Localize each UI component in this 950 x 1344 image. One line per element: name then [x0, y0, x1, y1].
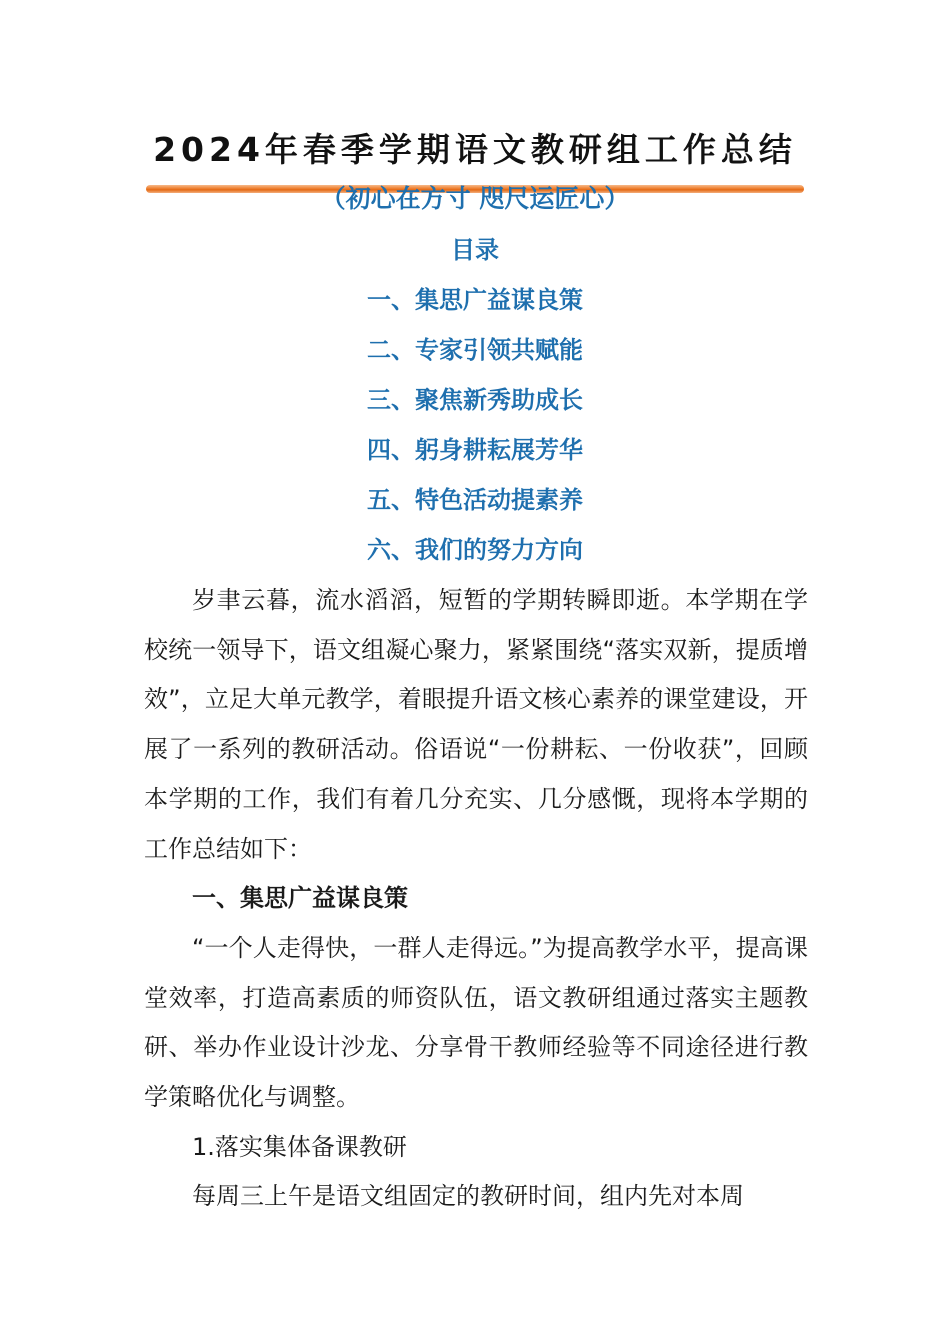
toc-item[interactable]: 四、躬身耕耘展芳华	[367, 436, 583, 464]
subsection-paragraph: 每周三上午是语文组固定的教研时间，组内先对本周	[192, 1182, 744, 1211]
intro-paragraph: 岁聿云暮，流水滔滔，短暂的学期转瞬即逝。本学期在学校统一领导下，语文组凝心聚力，紧紧围绕“落实双新，提质增效”，立足大单元教学，着眼提升语文核心素养的课堂建设，开展了一系列的教研活动。俗语说“一份耕耘、一份收获”，回顾本学期的工作，我们有着几分充实、几分感慨，现将本学期的工作总结如下：	[144, 586, 808, 863]
toc-heading: 目录	[451, 236, 499, 264]
toc-item[interactable]: 一、集思广益谋良策	[367, 286, 583, 314]
document-title: 2024年春季学期语文教研组工作总结	[153, 130, 797, 169]
toc-item[interactable]: 三、聚焦新秀助成长	[367, 386, 583, 414]
document-body	[144, 576, 808, 1222]
section-heading: 一、集思广益谋良策	[192, 884, 408, 913]
subsection-heading: 1.落实集体备课教研	[192, 1132, 407, 1161]
section-paragraph: “一个人走得快，一群人走得远。”为提高教学水平，提高课堂效率，打造高素质的师资队伍，语文教研组通过落实主题教研、举办作业设计沙龙、分享骨干教师经验等不同途径进行教学策略优化与调整。	[144, 933, 808, 1112]
table-of-contents	[0, 280, 950, 580]
toc-item[interactable]: 二、专家引领共赋能	[367, 336, 583, 364]
document-subtitle: （初心在方寸 咫尺运匠心）	[320, 184, 630, 213]
toc-item[interactable]: 六、我们的努力方向	[367, 536, 583, 564]
toc-item[interactable]: 五、特色活动提素养	[367, 486, 583, 514]
